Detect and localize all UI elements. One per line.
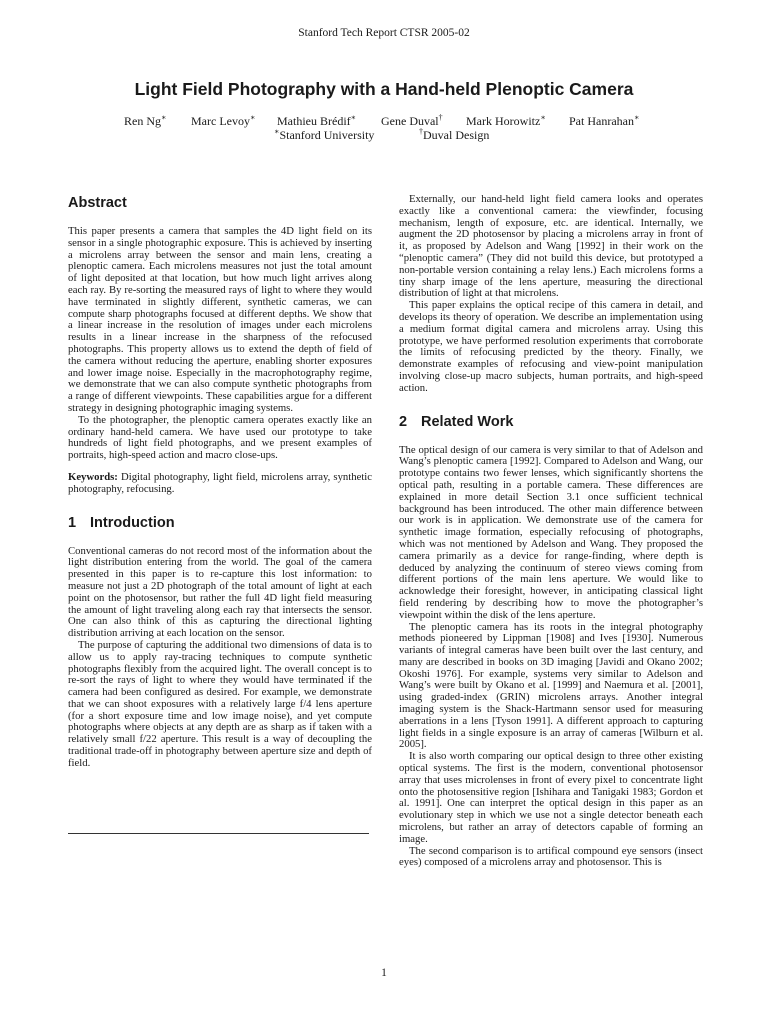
related-paragraph: The second comparison is to artifical compound eye sensors (insect eyes) composed of a microlens array and photosensor. This is bbox=[399, 844, 703, 869]
author: Marc Levoy∗ bbox=[191, 113, 256, 128]
related-paragraph: The optical design of our camera is very similar to that of Adelson and Wang’s plenoptic camera [1992]. Compared to Adelson and Wang, our prototype contains two fewer lenses, which significantly shortens the optical path, resulting in a portable camera. These differences are explained in more detail Section 3.1 once sufficient technical background has been introduced. The other main difference between our work is in application. We demonstrate use of the camera for synthetic image formation, especially refocusing of photographs, which was not mentioned by Adelson and Wang. They proposed the camera primarily as a device for range-finding, where depth is deduced by analyzing the continuum of stereo views coming from different portions of the main lens aperture. We would like to acknowledge their foresight, however, in anticipating classical light field rendering by describing how to move the photographer’s viewpoint within the disk of the lens aperture. bbox=[399, 443, 703, 621]
keywords-text: Digital photography, light field, microlens array, synthetic photography, refocusing. bbox=[68, 470, 372, 495]
affiliation: ∗Stanford University bbox=[274, 127, 375, 142]
author: Gene Duval† bbox=[381, 113, 443, 128]
author: Ren Ng∗ bbox=[124, 113, 167, 128]
related-paragraph: It is also worth comparing our optical design to three other existing optical systems. The first is the modern, conventional photosensor array that uses microlenses in front of every pixel to concentrate light onto the photosensitive region [Ishihara and Tanigaki 1983; Gordon et al. 1991]. One can interpret the optical design in this paper as an evolutionary step in which we use not a single detector beneath each microlens, but rather an array of detectors capable of forming an image. bbox=[399, 750, 703, 845]
footnote-rule bbox=[68, 833, 369, 834]
author: Pat Hanrahan∗ bbox=[569, 113, 640, 128]
section-heading: 2 Related Work bbox=[399, 413, 514, 430]
affiliation: †Duval Design bbox=[419, 127, 490, 142]
author: Mark Horowitz∗ bbox=[466, 113, 546, 128]
intro-paragraph: This paper explains the optical recipe of this camera in detail, and develops its theory of operation. We describe an implementation using a medium format digital camera and microlens array. Using this prototype, we have performed resolution experiments that corroborate the limits of refocusing predicted by the theory. Finally, we demonstrate examples of refocusing and view-point manipulation involving close-up macro subjects, human portraits, and high-speed action. bbox=[399, 299, 703, 394]
running-header: Stanford Tech Report CTSR 2005-02 bbox=[298, 27, 470, 39]
affiliation-list bbox=[0, 128, 768, 144]
right-column bbox=[399, 194, 703, 869]
left-column bbox=[68, 194, 372, 770]
abstract-paragraph: This paper presents a camera that samples the 4D light field on its sensor in a single photographic exposure. This is achieved by inserting a microlens array between the sensor and main lens, creating a plenoptic camera. Each microlens measures not just the total amount of light deposited at that location, but how much light arrives along each ray. By re-sorting the measured rays of light to where they would have terminated in slightly different, synthetic cameras, we can compute sharp photographs focused at different depths. We show that a linear increase in the resolution of images under each microlens results in a linear increase in the sharpness of the refocused photographs. This property allows us to extend the depth of field of the camera without reducing the aperture, enabling shorter exposures and lower image noise. Especially in the macrophotography regime, we demonstrate that we can also compute synthetic photographs from a range of different viewpoints. These capabilities argue for a different strategy in designing photographic imaging systems. bbox=[68, 225, 372, 414]
intro-paragraph: The purpose of capturing the additional two dimensions of data is to allow us to apply ray-tracing techniques to compute synthetic photographs flexibly from the acquired light. The overall concept is to re-sort the rays of light to where they would have terminated if the camera had been configured as desired. For example, we demonstrate that we can shoot exposures with a relatively large f/4 lens aperture (for a short exposure time and low image noise), and yet compute photographs where objects at any depth are as sharp as if taken with a relatively small f/22 aperture. This result is a way of decoupling the traditional trade-off in photography between aperture size and depth of field. bbox=[68, 638, 372, 769]
intro-paragraph: Conventional cameras do not record most of the information about the light distribution entering from the world. The goal of the camera presented in this paper is to re-capture this lost information: to measure not just a 2D photograph of the total amount of light at each point on the photosensor, but rather the full 4D light field measuring the amount of light traveling along each ray that intersects the sensor. One can also think of this as capturing the directional lighting distribution arriving at each location on the sensor. bbox=[68, 544, 372, 640]
keywords bbox=[68, 472, 372, 496]
author: Mathieu Brédif∗ bbox=[277, 113, 357, 128]
abstract-heading: Abstract bbox=[68, 195, 127, 211]
section-heading: 1 Introduction bbox=[68, 514, 175, 531]
abstract-paragraph: To the photographer, the plenoptic camera operates exactly like an ordinary hand-held camera. We have used our prototype to take hundreds of light field photographs, and we present examples of portraits, high-speed action and macro close-ups. bbox=[68, 413, 372, 462]
page-number: 1 bbox=[381, 967, 387, 979]
related-paragraph: The plenoptic camera has its roots in the integral photography methods pioneered by Lippman [1908] and Ives [1930]. Numerous variants of integral cameras have been built over the last century, and many are described in books on 3D imaging [Javidi and Okano 2002; Okoshi 1976]. For example, systems very similar to Adelson and Wang’s were built by Okano et al. [1999] and Naemura et al. [2001], using graded-index (GRIN) microlens arrays. Another integral imaging system is the Shack-Hartmann sensor used for measuring aberrations in a lens [Tyson 1991]. A different approach to capturing light fields in a single exposure is an array of cameras [Wilburn et al. 2005]. bbox=[399, 620, 703, 751]
keywords-label: Keywords: bbox=[68, 470, 118, 483]
paper-title: Light Field Photography with a Hand-held Plenoptic Camera bbox=[134, 79, 634, 99]
intro-paragraph: Externally, our hand-held light field camera looks and operates exactly like a conventional camera: the viewfinder, focusing mechanism, length of exposure, etc. are identical. Internally, we augment the 2D photosensor by placing a microlens array in front of it, as proposed by Adelson and Wang [1992] in their work on the “plenoptic camera” (They did not build this device, but prototyped a non-portable version containing a relay lens.) Each microlens forms a tiny sharp image of the lens aperture, measuring the directional distribution of light at that microlens. bbox=[399, 193, 703, 300]
